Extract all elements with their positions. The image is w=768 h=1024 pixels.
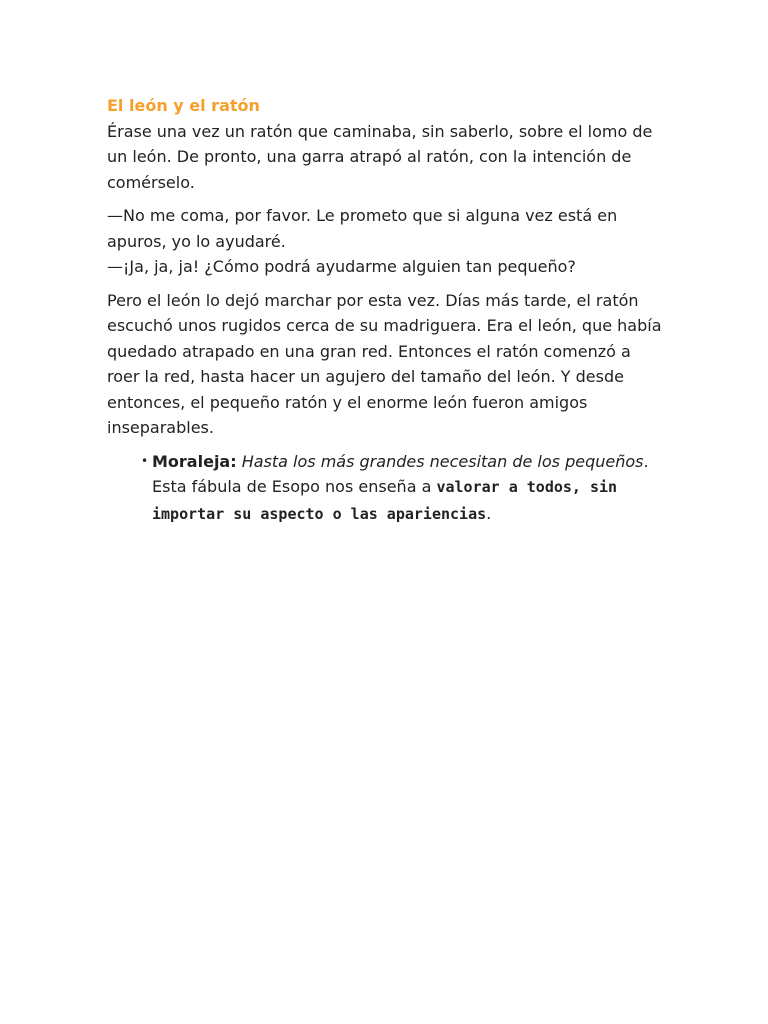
moral-explanation-prefix: Esta fábula de Esopo nos enseña a: [152, 477, 437, 496]
story-title: El león y el ratón: [107, 96, 260, 115]
ending-paragraph: Pero el león lo dejó marchar por esta vez. Días más tarde, el ratón escuchó unos rugidos cerca de su madriguera. Era el león, que había quedado atrapado en una gran red. Entonces el ratón comenzó a roer la red, hasta hacer un agujero del tamaño del león. Y desde entonces, el pequeño ratón y el enorme león fueron amigos inseparables.: [107, 290, 662, 437]
moral-list-item: [141, 449, 667, 528]
moral-list: [107, 449, 667, 528]
dialogue-line-lion: —¡Ja, ja, ja! ¿Cómo podrá ayudarme alguien tan pequeño?: [107, 257, 576, 276]
dialogue-block: [107, 203, 667, 280]
moral-explanation-emphasis: valorar a todos, sin importar su aspecto o las apariencias: [152, 478, 618, 523]
bullet-icon: •: [141, 453, 149, 468]
moral-label: Moraleja:: [152, 451, 237, 471]
document-body: [107, 93, 667, 527]
dialogue-line-mouse: —No me coma, por favor. Le prometo que si alguna vez está en apuros, yo lo ayudaré.: [107, 206, 618, 251]
moral-text: Hasta los más grandes necesitan de los pequeños: [241, 451, 644, 471]
intro-paragraph: Érase una vez un ratón que caminaba, sin saberlo, sobre el lomo de un león. De pronto, una garra atrapó al ratón, con la intención de comérselo.: [107, 121, 653, 192]
moral-text-period: .: [643, 451, 649, 471]
moral-explanation-period: .: [486, 503, 492, 523]
